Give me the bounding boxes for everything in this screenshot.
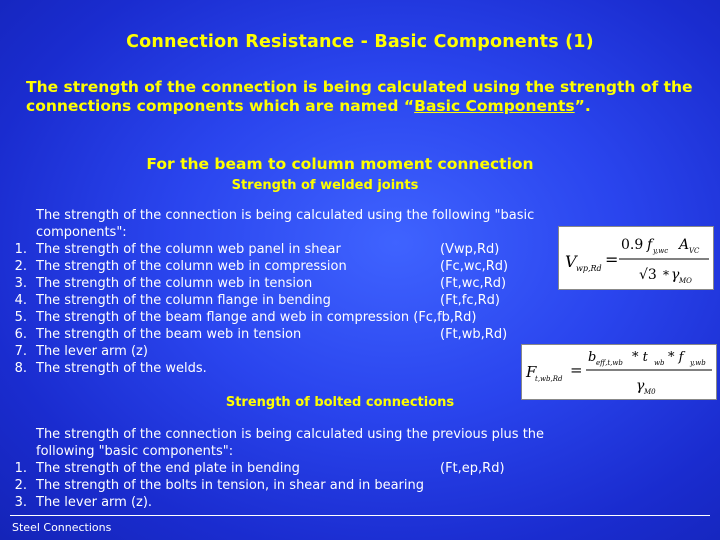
formula2-equals: = [570,361,583,379]
formula1-lhs-sub: wp,Rd [576,264,602,273]
footer-label: Steel Connections [12,521,112,534]
formula2-gamma-sub: M0 [644,388,656,396]
formula1-lhs: V [565,252,577,271]
formula2-gamma: γ [636,378,645,394]
list-item: 6. The strength of the beam web in tension (Ft,wb,Rd) [14,327,508,342]
section1-subheading: Strength of welded joints [231,178,419,193]
formula1-f-sub: y,wc [653,247,669,255]
list-item: 2. The strength of the bolts in tension, in shear and in bearing [14,478,424,493]
formula1-f: f [647,237,653,253]
formula2-t: * t [632,350,648,365]
formula1-sqrt3: √3 [639,267,657,283]
shear-resistance-formula [558,226,714,290]
slide-title: Connection Resistance - Basic Components (1) [126,32,594,52]
formula2-lhs: F [526,363,537,381]
section1-heading: For the beam to column moment connection [146,155,534,173]
formula1-gamma-sub: MO [679,277,692,285]
basic-components-link: Basic Components [414,97,575,115]
list-item: 8. The strength of the welds. [14,361,207,376]
list-item: 7. The lever arm (z) [14,344,148,359]
bolted-lead-2: following "basic components": [36,444,234,459]
bolted-components-block [0,426,700,511]
list-item: 2. The strength of the column web in compression (Fc,wc,Rd) [14,259,509,274]
intro-text: The strength of the connection is being calculated using the strength of the connections components which are named “ [26,78,693,115]
section2-heading: Strength of bolted connections [225,395,455,410]
formula2-b-sub: eff,t,wb [596,359,623,367]
formula1-gamma: γ [671,267,680,283]
welded-lead-2: components": [36,225,127,240]
shear-formula-svg [559,227,713,289]
welded-lead-1: The strength of the connection is being calculated using the following "basic [36,208,535,223]
formula1-star: * [663,268,669,282]
web-tension-formula [521,344,717,400]
list-item: 4. The strength of the column flange in bending (Ft,fc,Rd) [14,293,500,308]
formula2-lhs-sub: t,wb,Rd [535,375,563,383]
intro-end: ”. [574,97,591,115]
formula1-a: A [679,237,690,253]
list-item: 3. The strength of the column web in tension (Ft,wc,Rd) [14,276,507,291]
formula2-f: * f [668,350,684,365]
bolted-lead-1: The strength of the connection is being calculated using the previous plus the [36,427,545,442]
list-item: 1. The strength of the end plate in bending (Ft,ep,Rd) [14,461,505,476]
formula2-f-sub: y,wb [690,359,706,367]
formula2-t-sub: wb [654,359,665,367]
formula1-coef: 0.9 [621,237,644,253]
list-item: 1. The strength of the column web panel in shear (Vwp,Rd) [14,242,500,257]
tension-formula-svg [522,345,716,399]
footer-divider [10,515,710,516]
formula2-b: b [588,350,597,365]
formula1-equals: = [605,250,619,269]
list-item: 5. The strength of the beam flange and web in compression (Fc,fb,Rd) [14,310,477,325]
intro-paragraph [26,78,696,116]
formula1-a-sub: VC [689,247,700,255]
list-item: 3. The lever arm (z). [14,495,153,510]
